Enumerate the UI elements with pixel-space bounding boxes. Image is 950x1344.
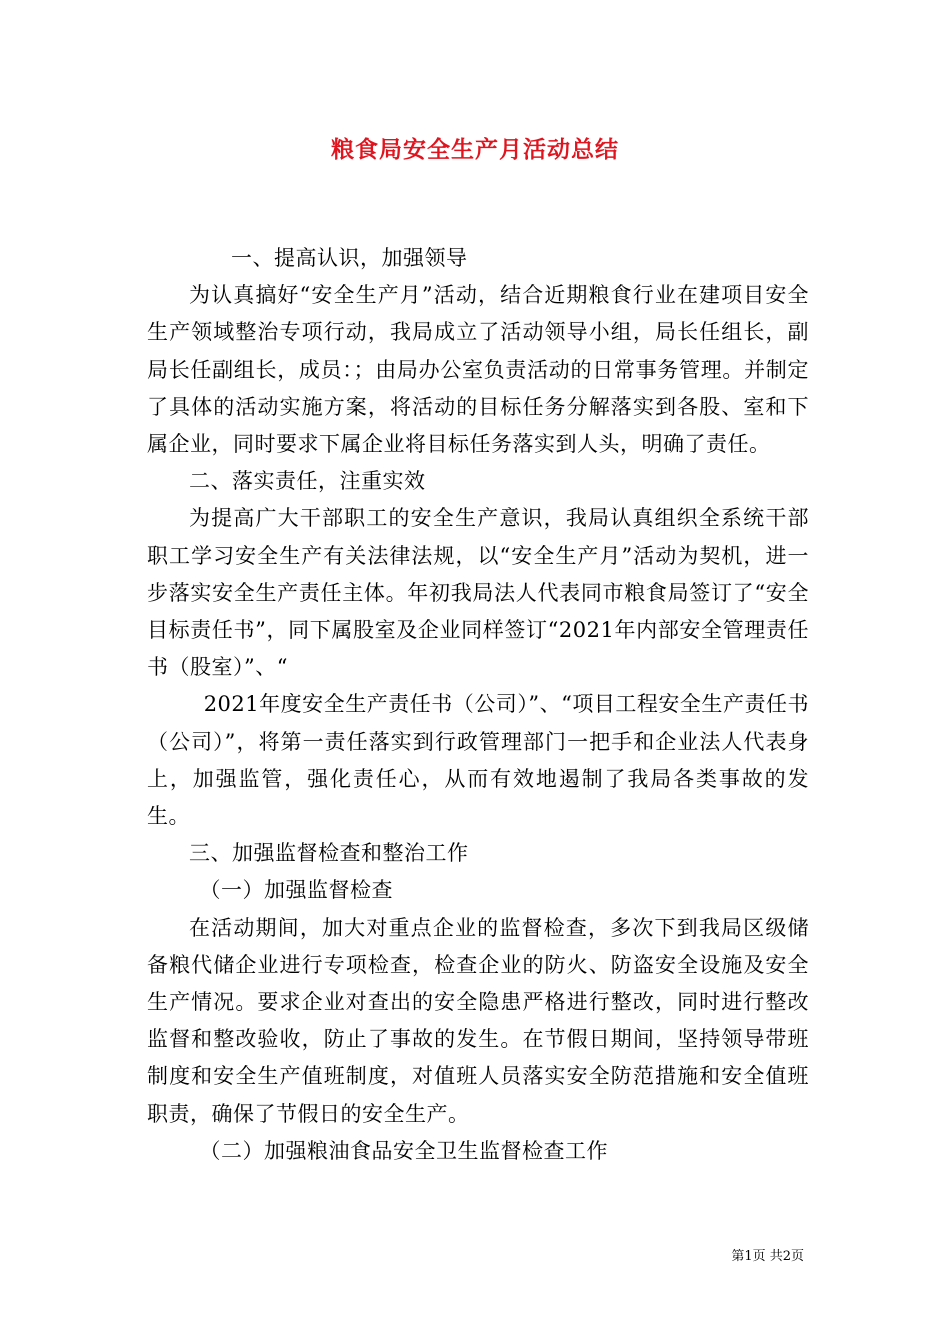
subsection-heading-2: （二）加强粮油食品安全卫生监督检查工作 — [199, 1138, 608, 1163]
paragraph-2: 为提高广大干部职工的安全生产意识，我局认真组织全系统干部职工学习安全生产有关法律法规，以“安全生产月”活动为契机，进一步落实安全生产责任主体。年初我局法人代表同市粮食局签订了“安全目标责任书”，同下属股室及企业同样签订“2021年内部安全管理责任书（股室）”、“ — [147, 506, 809, 680]
section-heading-2: 二、落实责任，注重实效 — [189, 469, 426, 494]
paragraph-1: 为认真搞好“安全生产月”活动，结合近期粮食行业在建项目安全生产领域整治专项行动，我局成立了活动领导小组，局长任组长，副局长任副组长，成员：；由局办公室负责活动的日常事务管理。并制定了具体的活动实施方案，将活动的目标任务分解落实到各股、室和下属企业，同时要求下属企业将目标任务落实到人头，明确了责任。 — [147, 283, 809, 457]
subsection-heading-1: （一）加强监督检查 — [199, 878, 393, 903]
section-heading-3: 三、加强监督检查和整治工作 — [189, 841, 469, 866]
paragraph-2-continued: 2021年度安全生产责任书（公司）”、“项目工程安全生产责任书（公司）”，将第一责任落实到行政管理部门一把手和企业法人代表身上，加强监管，强化责任心，从而有效地遏制了我局各类事故的发生。 — [147, 692, 809, 829]
section-heading-1: 一、提高认识，加强领导 — [231, 246, 468, 270]
paragraph-3: 在活动期间，加大对重点企业的监督检查，多次下到我局区级储备粮代储企业进行专项检查，检查企业的防火、防盗安全设施及安全生产情况。要求企业对查出的安全隐患严格进行整改，同时进行整改监督和整改验收，防止了事故的发生。在节假日期间，坚持领导带班制度和安全生产值班制度，对值班人员落实安全防范措施和安全值班职责，确保了节假日的安全生产。 — [147, 915, 809, 1126]
document-title: 粮食局安全生产月活动总结 — [331, 136, 619, 163]
page-number: 第1页 共2页 — [731, 1249, 804, 1264]
document-body — [147, 240, 809, 1170]
